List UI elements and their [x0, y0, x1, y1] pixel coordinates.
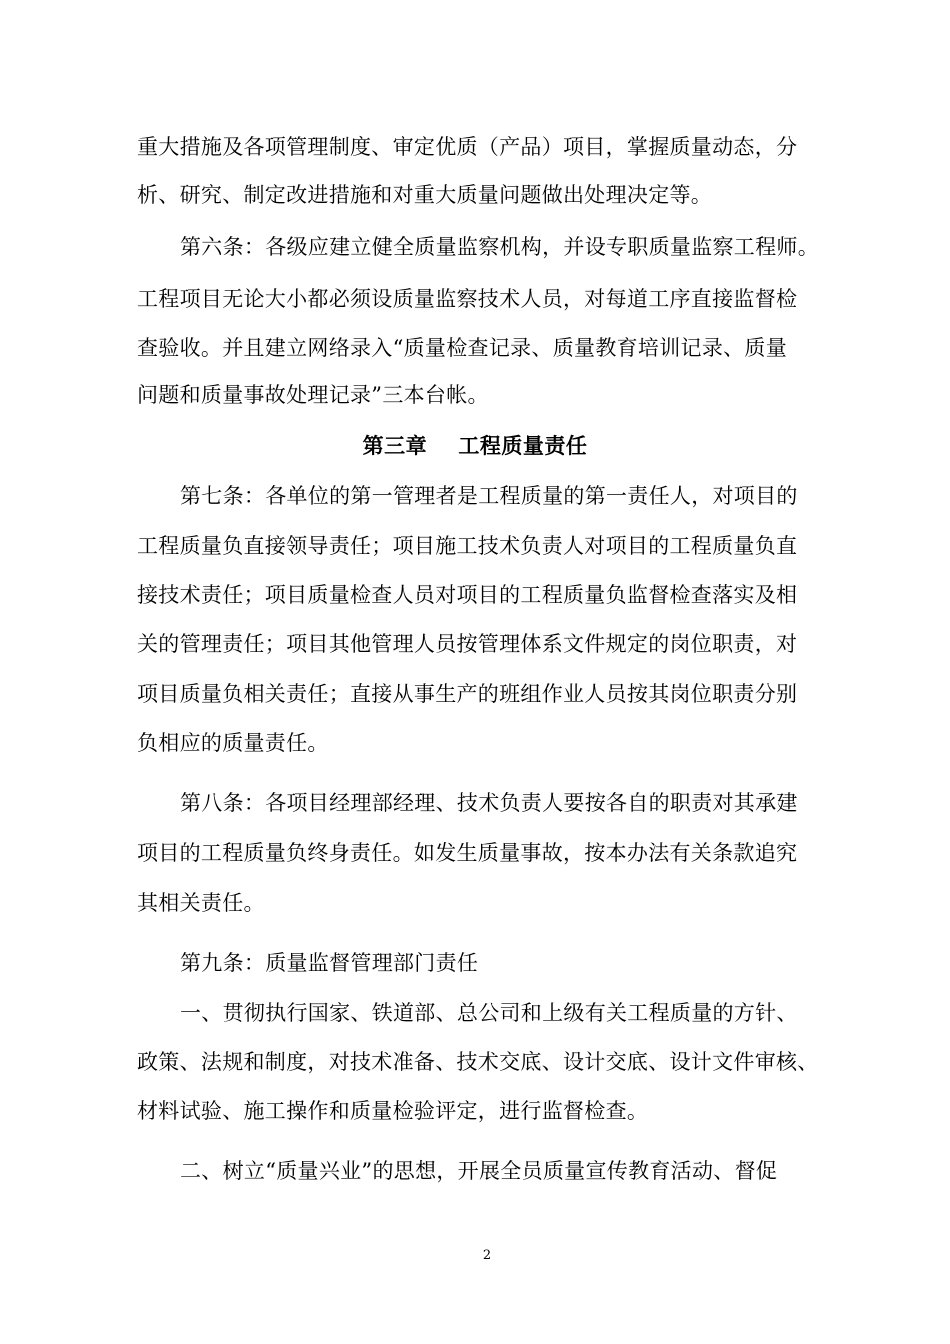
text-line: 接技术责任；项目质量检查人员对项目的工程质量负监督检查落实及相 — [137, 583, 798, 607]
text-line: 负相应的质量责任。 — [137, 731, 329, 755]
text-line: 项目的工程质量负终身责任。如发生质量事故，按本办法有关条款追究 — [137, 841, 798, 865]
chapter-heading: 第三章 工程质量责任 — [362, 433, 588, 458]
text-line: 材料试验、施工操作和质量检验评定，进行监督检查。 — [137, 1099, 649, 1123]
text-line: 问题和质量事故处理记录”三本台帐。 — [137, 383, 489, 407]
text-line: 析、研究、制定改进措施和对重大质量问题做出处理决定等。 — [137, 183, 713, 207]
text-line: 项目质量负相关责任；直接从事生产的班组作业人员按其岗位职责分别 — [137, 682, 798, 706]
text-line: 第九条：质量监督管理部门责任 — [180, 951, 479, 975]
text-line: 关的管理责任；项目其他管理人员按管理体系文件规定的岗位职责，对 — [137, 632, 798, 656]
text-line: 查验收。并且建立网络录入“质量检查记录、质量教育培训记录、质量 — [137, 336, 788, 360]
text-line: 第七条：各单位的第一管理者是工程质量的第一责任人，对项目的 — [180, 484, 798, 508]
text-line: 二、树立“质量兴业”的思想，开展全员质量宣传教育活动、督促 — [180, 1159, 778, 1183]
text-line: 政策、法规和制度，对技术准备、技术交底、设计交底、设计文件审核、 — [137, 1050, 819, 1074]
text-line: 工程质量负直接领导责任；项目施工技术负责人对项目的工程质量负直 — [137, 534, 798, 558]
text-line: 第六条：各级应建立健全质量监察机构，并设专职质量监察工程师。 — [180, 235, 819, 259]
text-line: 第八条：各项目经理部经理、技术负责人要按各自的职责对其承建 — [180, 791, 798, 815]
text-line: 重大措施及各项管理制度、审定优质（产品）项目，掌握质量动态，分 — [137, 135, 798, 159]
text-line: 一、贯彻执行国家、铁道部、总公司和上级有关工程质量的方针、 — [180, 1001, 798, 1025]
page-number: 2 — [482, 1248, 492, 1263]
text-line: 其相关责任。 — [137, 891, 265, 915]
text-line: 工程项目无论大小都必须设质量监察技术人员，对每道工序直接监督检 — [137, 287, 798, 311]
